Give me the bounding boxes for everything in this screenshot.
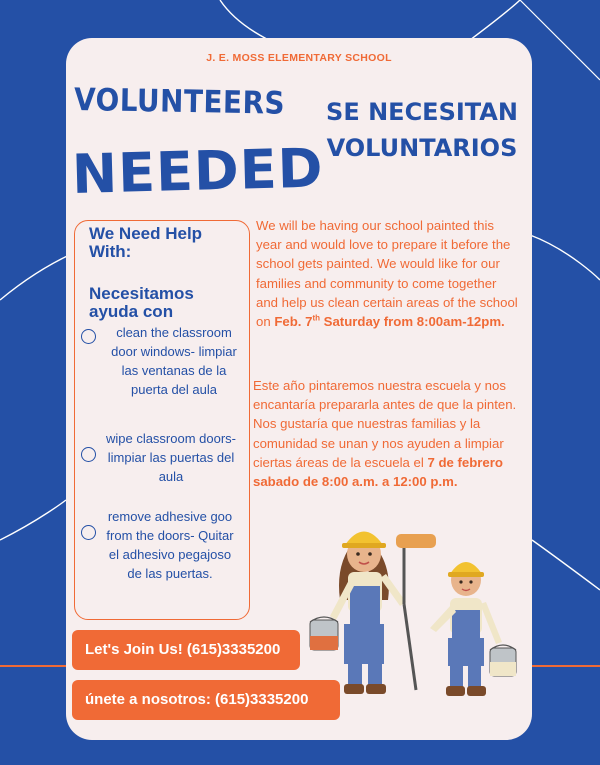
help-heading-spanish: Necesitamos ayuda con — [89, 284, 194, 321]
spanish-description — [253, 376, 521, 491]
help-needed-box — [74, 220, 250, 620]
join-us-spanish-button[interactable]: únete a nosotros: (615)3335200 — [72, 680, 340, 720]
headline-needed: NEEDED — [71, 136, 325, 206]
help-heading-english: We Need Help With: — [89, 224, 203, 261]
english-description — [256, 216, 518, 331]
painter-kids-illustration — [300, 520, 530, 720]
headline-se-necesitan: SE NECESITAN — [326, 98, 518, 126]
english-date-suffix: th — [312, 313, 321, 323]
headline-spanish — [312, 94, 532, 166]
boy-painter-icon — [430, 562, 516, 696]
task-checkbox-circle[interactable] — [81, 447, 96, 462]
task-checkbox-circle[interactable] — [81, 329, 96, 344]
join-us-english-button[interactable]: Let's Join Us! (615)3335200 — [72, 630, 300, 670]
girl-painter-icon — [310, 532, 436, 695]
english-time: Saturday from 8:00am-12pm. — [320, 314, 505, 330]
task-item: clean the classroom door windows- limpiar las ventanas de la puerta del aula — [111, 325, 237, 397]
english-date: Feb. 7 — [274, 314, 313, 330]
english-body: We will be having our school painted this year and would love to prepare it before the school gets painted. We would like for our families and community to come together and help us clean certain areas of the school on — [256, 218, 518, 330]
headline-volunteers: VOLUNTEERS — [73, 82, 286, 122]
task-item: remove adhesive goo from the doors- Quitar el adhesivo pegajoso de las puertas. — [106, 509, 234, 581]
task-item: wipe classroom doors- limpiar las puertas del aula — [105, 431, 237, 484]
task-checkbox-circle[interactable] — [81, 525, 96, 540]
spanish-date: 7 de febrero sabado de 8:00 a.m. a 12:00 p.m. — [253, 454, 503, 490]
spanish-body: Este año pintaremos nuestra escuela y nos encantaría prepararla antes de que la pinten. Nos gustaría que nuestras familias y la comunidad se unan y nos ayuden a limpiar ciertas áreas de la escuela el — [253, 378, 517, 470]
headline-voluntarios: VOLUNTARIOS — [326, 134, 518, 162]
school-name: J. E. MOSS ELEMENTARY SCHOOL — [206, 52, 392, 64]
